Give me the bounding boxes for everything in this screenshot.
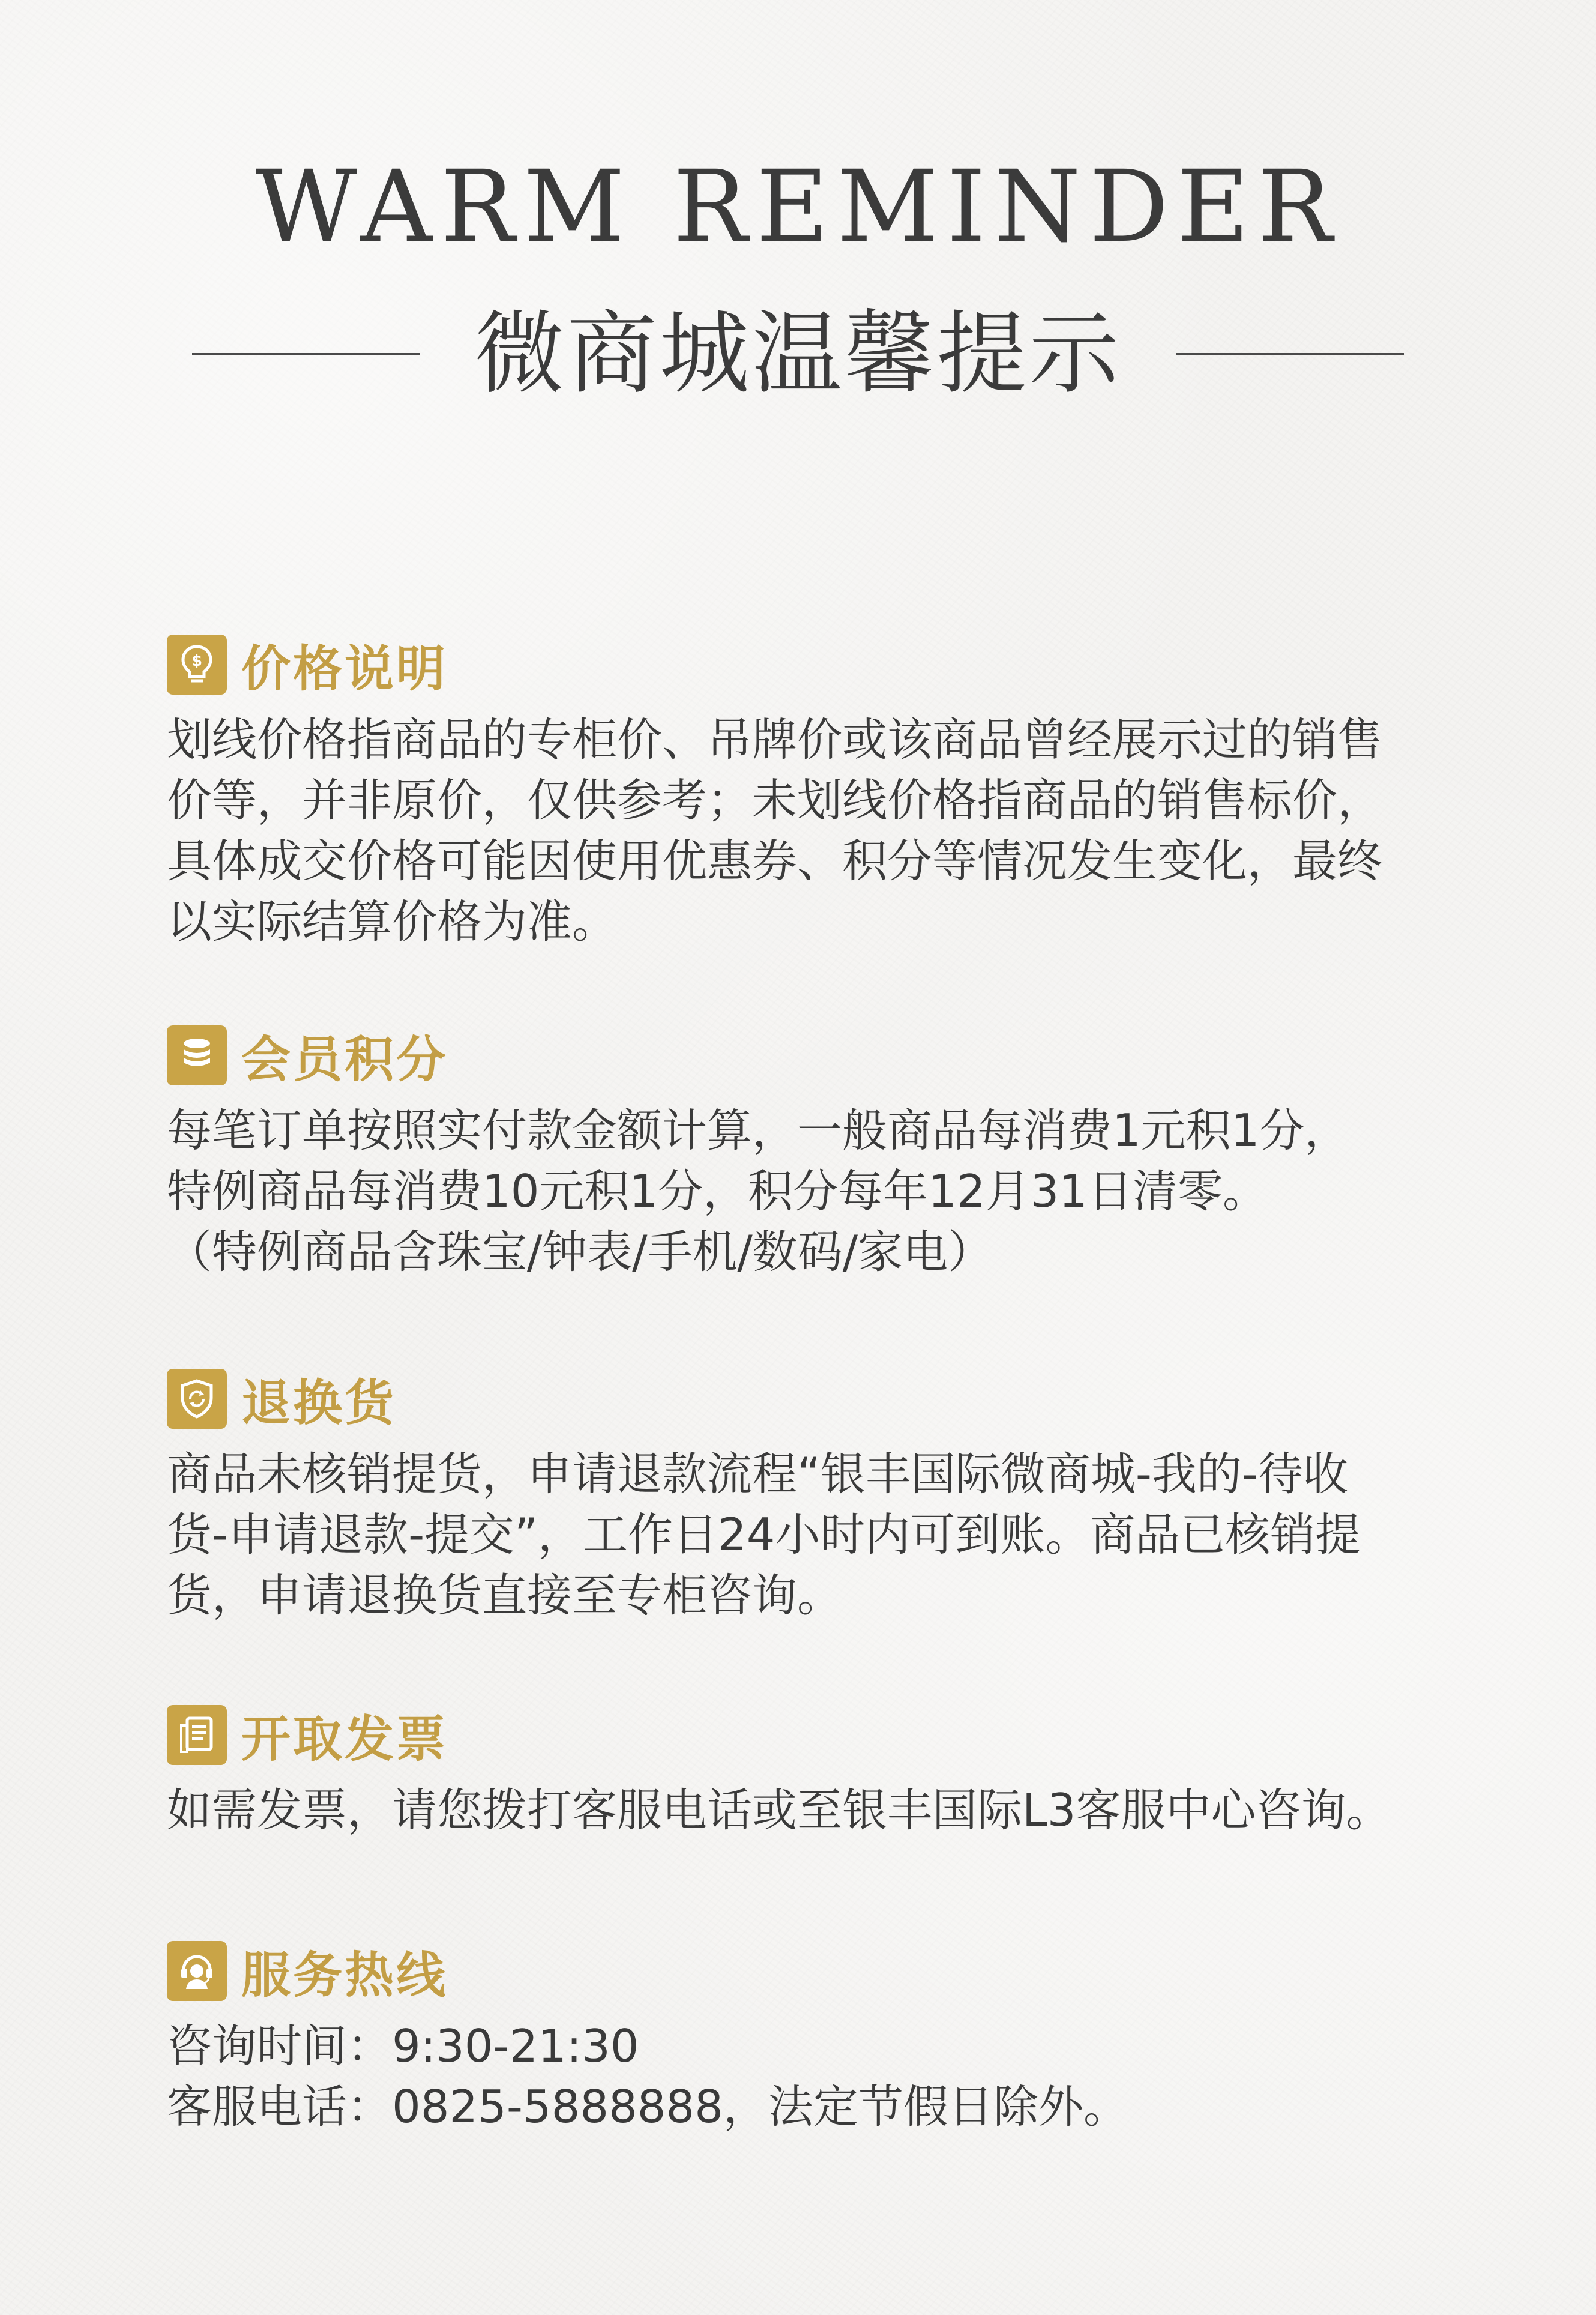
body-line: 每笔订单按照实付款金额计算，一般商品每消费1元积1分， [167,1104,1350,1157]
lightbulb-dollar-icon [167,635,227,695]
section-title: 开取发票 [241,1710,448,1768]
header-title-cn: 微商城温馨提示 [474,302,1122,406]
section-title: 价格说明 [241,640,448,698]
header-title-row [0,303,1596,405]
section-body [167,2016,1463,2137]
section-title: 服务热线 [241,1946,448,2004]
section-invoice [167,1702,1463,1841]
section-title-row [167,1366,1463,1432]
section-title: 退换货 [241,1374,397,1432]
service-phone: 客服电话：0825-5888888，法定节假日除外。 [167,2080,1128,2133]
body-line: 价等，并非原价，仅供参考；未划线价格指商品的销售标价， [167,774,1383,827]
coin-stack-icon [167,1025,227,1085]
section-title: 会员积分 [241,1031,448,1088]
section-title-row [167,1022,1463,1088]
refresh-shield-icon [167,1369,227,1429]
body-line: 如需发票，请您拨打客服电话或至银丰国际L3客服中心咨询。 [167,1784,1391,1837]
section-price-info [167,632,1463,952]
invoice-icon [167,1705,227,1765]
body-line: 货-申请退款-提交”，工作日24小时内可到账。商品已核销提 [167,1508,1361,1561]
body-line: 商品未核销提货，申请退款流程“银丰国际微商城-我的-待收 [167,1447,1348,1500]
section-member-points [167,1022,1463,1282]
customer-service-icon [167,1941,227,2001]
section-body [167,1444,1463,1626]
header-divider-right [1176,353,1404,355]
section-title-row [167,1702,1463,1768]
body-line: 具体成交价格可能因使用优惠券、积分等情况发生变化，最终 [167,835,1383,887]
body-line: 划线价格指商品的专柜价、吊牌价或该商品曾经展示过的销售 [167,713,1383,766]
body-line: 特例商品每消费10元积1分，积分每年12月31日清零。 [167,1165,1268,1218]
section-title-row [167,1938,1463,2004]
header-title-en: WARM REMINDER [255,149,1341,264]
svg-text:$: $ [191,652,203,670]
section-returns [167,1366,1463,1626]
body-line: （特例商品含珠宝/钟表/手机/数码/家电） [167,1225,993,1278]
section-title-row [167,632,1463,698]
section-body [167,710,1463,952]
service-hours: 咨询时间：9:30-21:30 [167,2020,639,2072]
section-body [167,1780,1463,1841]
body-line: 货，申请退换货直接至专柜咨询。 [167,1569,843,1622]
section-body [167,1100,1463,1282]
body-line: 以实际结算价格为准。 [167,895,618,948]
header-divider-left [192,353,420,355]
section-hotline [167,1938,1463,2137]
